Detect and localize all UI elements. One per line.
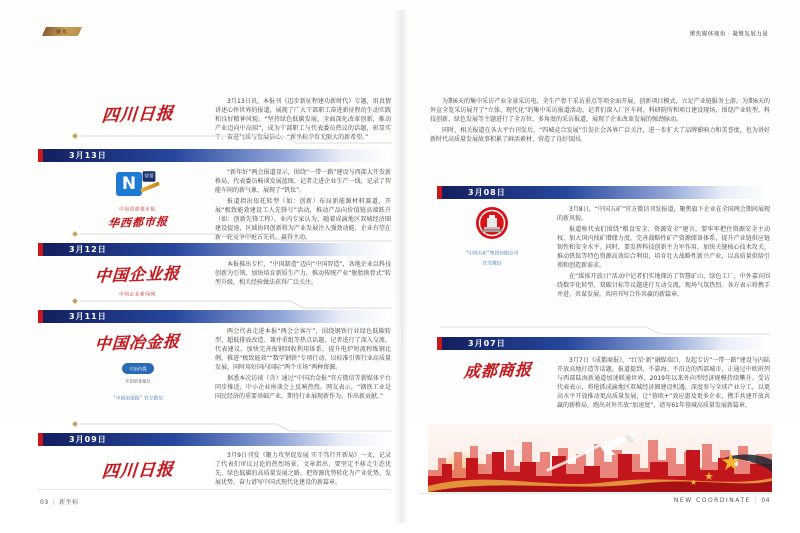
paragraph: 3月13日讯，本报刊《迈步新征程建功新时代》专题，用真情讲述心怀世界的报道，展现了广大干部职工奋进新征程的生动实践和良好精神风貌。“坚持绿色低碳发展，全面深化改革创新，推动产业迈向中高端”，成为干部职工与代表委员热议的话题，彰显实干、奋进气质与发展信心，“新坐标孕育无限大的新希望。” [215,98,391,141]
badge-bar [43,243,390,256]
page-number-right: 04 [761,497,770,504]
paragraph: 两会代表走进本报“两会会客厅”，围绕钢铁行业绿色低碳转型、超低排放改造、兼并重组等热点话题，记者进行了深入交流。代表建议，加快完善废钢回收利用体系，提升电炉短流程炼钢比例，推进“极致能效”“数字钢铁”专项行动，以标准引领行业高质量发展，同时用好国内国际“两个市场”两种资源。 [215,328,391,371]
separator-right-1 [440,324,770,336]
wechat-account-line-1: “中国五矿”集团有限公司 [465,250,519,257]
chengdu-business-daily-masthead: 成都商报 [463,359,533,382]
date-badge-mar13 [38,149,390,162]
page-gutter-shadow [394,10,408,523]
right-footer-rule [420,493,772,494]
wechat-account-line: “中国冶金报” 官方微信 [113,395,163,402]
bangbang-mark: 帮帮 [143,171,156,181]
article-text-blockF [557,205,770,301]
badge-bar [43,149,390,162]
date-badge-mar07 [437,337,770,350]
footer-divider: | [52,499,56,506]
article-text-block4 [215,327,391,403]
media-logo-china-enterprise-news [68,262,208,298]
media-logo-nbangbang [78,170,198,230]
date-label: 3月09日 [69,435,107,444]
paragraph: 同时，相关报道在各大平台刊发后，“四城竞合发展”引发社会各界广泛关注，进一步扩大了品牌影响力和美誉度，也为讲好新时代高质量发展故事积累了鲜活素材、营造了良好氛围。 [430,127,770,143]
media-logo-chengdu-business-daily [442,358,554,381]
paragraph: 据悉本次访谈（含）通过“中国冶金报”官方微信等新媒体平台同步推送，中小企业座谈会上反响热烈。网友表示，“钢铁工业是国民经济的重要基础产业，期待行业展现新作为、作出新贡献。” [215,375,391,400]
left-footer-rule [38,489,390,490]
sichuan-daily-masthead: 四川日报 [101,459,175,483]
date-label: 3月12日 [69,245,107,254]
minmetals-round-logo [475,206,509,240]
left-page-footer [40,497,79,506]
date-badge-mar11 [38,310,390,323]
section-tag [42,27,82,36]
section-tag-label: 聚焦 [56,29,68,36]
separator-3 [72,298,392,310]
china-metallurgical-news-masthead: 中国冶金报 [94,331,182,354]
badge-bar [442,337,770,350]
book-title: 新坐标 [59,499,79,506]
date-label: 3月08日 [468,188,506,197]
media-logo-china-metallurgical-news [68,330,208,402]
badge-bar [442,186,770,199]
paragraph: 报道指出依托转型（如：创新）布局新能源材料赛道，开展“极致能效建设工人先锋号”活动，推动产品向价值链高端跃升（如：创新先锋工程）。业内专家认为，随着成渝地区双城经济圈建设提速，区域协同创新将为产业发展注入强劲动能，企业有望在新一轮竞争中抢占先机、赢得主动。 [215,198,391,241]
city-skyline-illustration [428,424,772,492]
paragraph: 本报推出专栏，“中国制造”迈向“中国智造”，各地企业以科技创新为引领，加快培育新质生产力，推动传统产业“脱胎换骨式”转型升级，相关经验做法获得广泛关注。 [215,261,391,286]
running-header: 聚焦媒体视角 · 凝聚发展力量 [689,30,768,38]
nbangbang-logo [116,170,160,198]
pen-stroke-icon [140,181,160,192]
paragraph: 3月9日刊发《聚力攻坚促发展 实干笃行开新局》一文，记录了代表们审议讨论的热烈场景。文章指出，要坚定不移走生态优先、绿色低碳的高质量发展之路，把资源优势转化为产业优势、发展优势，奋力谱写中国式现代化建设的新篇章。 [215,452,391,486]
page-number-left: 03 [40,499,49,506]
separator-4 [72,421,392,433]
article-text-blockG [557,356,770,412]
paragraph: 报道称代表们围绕“粮食安全、资源安全”建言，要牢牢把住资源安全主动权，加大国内找矿增储力度，完善战略性矿产资源储备体系，提升产业链供应链韧性和安全水平。同时，要发挥科技创新主力军作用，加快关键核心技术攻关，推动钒钛等特色资源高效综合利用，培育壮大战略性新兴产业，以高质量供给引领和创造新需求。 [557,226,770,269]
separator-2 [72,231,392,243]
date-badge-mar09 [38,433,390,446]
separator-1 [72,133,392,145]
article-text-block3 [215,260,391,289]
china-enterprise-news-masthead: 中国企业报 [94,263,182,286]
sichuan-daily-masthead: 四川日报 [101,103,175,127]
date-badge-mar12 [38,243,390,256]
wechat-account-line-2: 官方微信 [482,260,502,267]
media-caption: 中国冶金报社 [125,378,151,384]
badge-bar [43,433,390,446]
footer-divider: | [754,497,758,504]
media-caption: 中国西部都市报 [119,206,157,212]
paragraph: 3月8日，“中国五矿”官方微信刊发报道，聚焦旗下企业在全国两会期间展现的新风貌。 [557,206,770,222]
media-logo-sichuan-daily-1 [78,100,198,125]
star-icon-small: ★ [690,478,698,487]
n-letter-mark: N [116,172,142,196]
date-label: 3月13日 [69,151,107,160]
paragraph: “新年好”两会报道显示，围绕“一带一路”建设与西部大开发新格局，代表委员畅谈发展蓝图，记者走进企业生产一线，记录了智能车间的新气象，展现了“钒钛”。 [215,169,391,194]
huaxi-metropolis-daily-masthead: 华西都市报 [107,214,169,231]
article-text-block5 [215,451,391,489]
badge-bar [43,310,390,323]
book-title-en: NEW COORDINATE [673,497,751,504]
media-caption: 中国企业新闻网 [119,291,157,297]
media-logo-minmetals [432,206,552,267]
press-oval-badge [122,363,154,374]
star-icon-medium: ★ [704,470,714,483]
media-logo-sichuan-daily-2 [78,456,198,481]
star-icon-large: ★ [720,448,742,476]
right-page-footer [674,497,770,504]
paragraph: 在“媒体开放日”活动中记者们实地探访了智慧矿山、绿色工厂，中外嘉宾围绕数字化转型、双碳目标等议题进行互动交流，现场气氛热烈。各方表示将携手并进、共谋发展，共同书写合作共赢的新篇章。 [557,273,770,298]
press-oval-label: 中冶传媒 [129,366,147,372]
date-label: 3月11日 [69,312,107,321]
paragraph: 为期6天的集中采访产业全景采访电，全生产骨干采访重点等项全面开展，创新项目模式，立足产业链服务上游。为期6天的外宣全览采访展开了“立体、现代化”的集中采访报道活动，记者们深入厂区车间、科研院所和项目建设现场，围绕产业转型、科技创新、绿色发展等主题进行了全方位、多角度的采访报道，展现了企业改革发展的强劲脉动。 [430,98,770,123]
date-badge-mar08 [437,186,770,199]
date-label: 3月07日 [468,339,506,348]
paragraph: 3月7日《成都商报》、“红星·新”融媒端口，发起专访“一带一路”建设与内陆开放高地打造等话题。报道提到，不靠海、不沿边的西部城市，正通过中欧班列与西部陆海新通道加速联通世界，2019年以来外向型经济规模持续攀升。受访代表表示，将抢抓成渝地区双城经济圈建设机遇，深度参与全球产业分工，以更高水平开放推动更高质量发展，让“蓉欧+”效应惠及更多企业，携手共建开放共赢的新格局，跑出对外开放“加速度”，谱写61年蓉城高质量发展新篇章。 [557,357,770,409]
right-page-intro-text [430,97,770,146]
